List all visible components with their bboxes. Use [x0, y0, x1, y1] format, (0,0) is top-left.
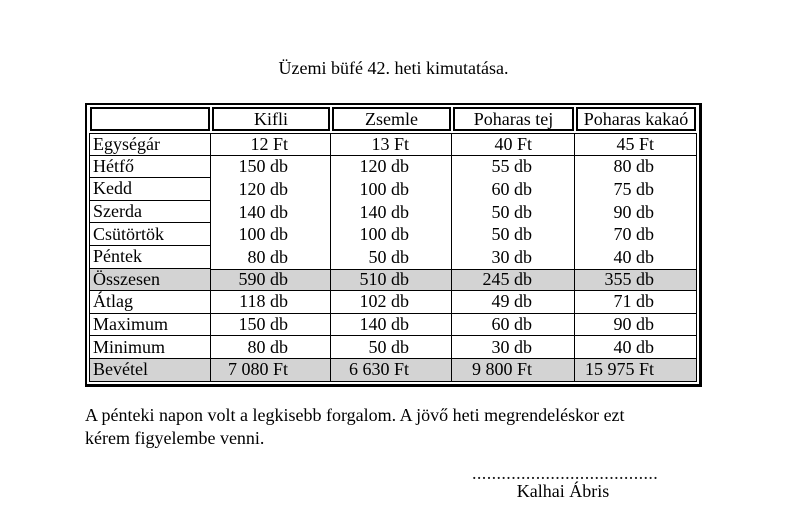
table-cell: 102 db [331, 291, 452, 314]
table-cell: 80 db [211, 336, 331, 359]
table-header-cell-kifli: Kifli [212, 107, 330, 131]
table-cell: 140 db [211, 201, 331, 224]
table-cell: 60 db [452, 178, 575, 201]
table-cell: 510 db [331, 269, 452, 292]
table-cell: 118 db [211, 291, 331, 314]
table-cell: 150 db [211, 314, 331, 337]
table-cell: 80 db [211, 246, 331, 269]
table-cell: 90 db [575, 314, 697, 337]
row-label-csutortok: Csütörtök [89, 223, 211, 246]
row-label-pentek: Péntek [89, 246, 211, 269]
table-cell: 70 db [575, 223, 697, 246]
table-cell: 50 db [331, 246, 452, 269]
signature-dotted-line: ...................................... [472, 463, 659, 483]
table-cell: 100 db [331, 223, 452, 246]
table-cell: 71 db [575, 291, 697, 314]
row-label-egysegar: Egységár [89, 133, 211, 156]
signature-name: Kalhai Ábris [516, 481, 610, 501]
table-cell: 355 db [575, 269, 697, 292]
row-label-bevetel: Bevétel [89, 359, 211, 382]
row-label-minimum: Minimum [89, 336, 211, 359]
table-cell: 40 Ft [452, 133, 575, 156]
row-label-kedd: Kedd [89, 178, 211, 201]
table-header-cell-empty [90, 107, 210, 131]
table-cell: 75 db [575, 178, 697, 201]
table-cell: 30 db [452, 336, 575, 359]
table-cell: 30 db [452, 246, 575, 269]
table-cell: 9 800 Ft [452, 359, 575, 382]
signature-block [472, 463, 659, 503]
table-header-cell-poharas-tej: Poharas tej [453, 107, 574, 131]
table-cell: 120 db [211, 178, 331, 201]
note-paragraph: A pénteki napon volt a legkisebb forgalom. A jövő heti megrendeléskor ezt kérem figyelembe venni. [85, 405, 625, 448]
table-cell: 49 db [452, 291, 575, 314]
page-title: Üzemi büfé 42. heti kimutatása. [278, 58, 509, 78]
table-cell: 45 Ft [575, 133, 697, 156]
table-cell: 60 db [452, 314, 575, 337]
table-cell: 100 db [211, 223, 331, 246]
table-cell: 50 db [452, 201, 575, 224]
table-cell: 13 Ft [331, 133, 452, 156]
table-header-cell-zsemle: Zsemle [332, 107, 451, 131]
table-cell: 7 080 Ft [211, 359, 331, 382]
row-label-hetfo: Hétfő [89, 156, 211, 179]
row-label-atlag: Átlag [89, 291, 211, 314]
table-cell: 590 db [211, 269, 331, 292]
table-header-cell-poharas-kakao: Poharas kakaó [576, 107, 696, 131]
table-cell: 140 db [331, 314, 452, 337]
table-cell: 6 630 Ft [331, 359, 452, 382]
table-cell: 50 db [452, 223, 575, 246]
row-label-osszesen: Összesen [89, 269, 211, 292]
row-label-maximum: Maximum [89, 314, 211, 337]
table-cell: 55 db [452, 156, 575, 179]
table-cell: 150 db [211, 156, 331, 179]
table-cell: 15 975 Ft [575, 359, 697, 382]
weekly-report-table [85, 103, 702, 387]
table-cell: 120 db [331, 156, 452, 179]
table-cell: 50 db [331, 336, 452, 359]
table-cell: 90 db [575, 201, 697, 224]
row-label-szerda: Szerda [89, 201, 211, 224]
table-cell: 80 db [575, 156, 697, 179]
table-cell: 245 db [452, 269, 575, 292]
table-grid [89, 107, 697, 382]
table-cell: 12 Ft [211, 133, 331, 156]
table-cell: 40 db [575, 336, 697, 359]
table-cell: 40 db [575, 246, 697, 269]
table-cell: 100 db [331, 178, 452, 201]
table-cell: 140 db [331, 201, 452, 224]
